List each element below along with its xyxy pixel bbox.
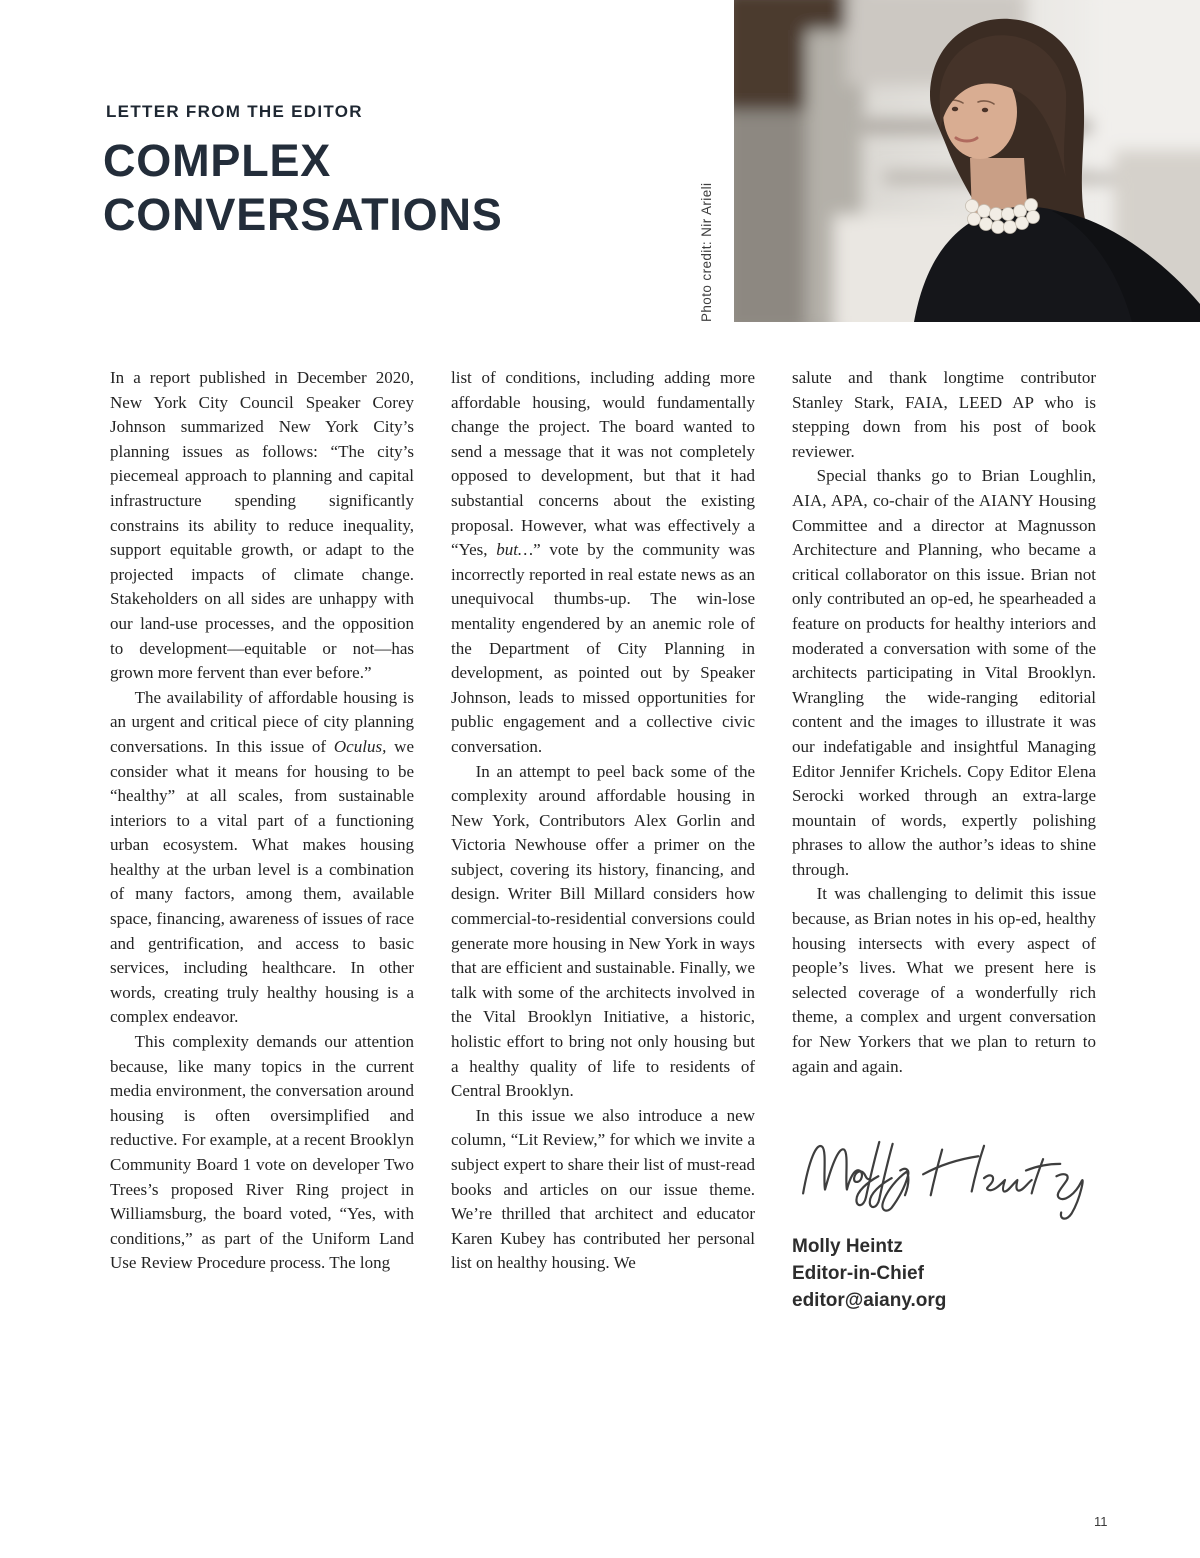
page-title — [103, 134, 503, 242]
paragraph: salute and thank longtime contributor Stanley Stark, FAIA, LEED AP who is stepping down from his post of book reviewer. — [792, 368, 1096, 461]
page-number: 11 — [1094, 1514, 1108, 1529]
editor-email: editor@aiany.org — [792, 1290, 947, 1312]
paragraph: The availability of affordable housing is an urgent and critical piece of city planning conversations. In this issue of Oculus, we consider what it means for housing to be “healthy” at all scales, from sustainable interiors to a vital part of a functioning urban ecosystem. What makes housing healthy at the urban level is a combination of many factors, among them, available space, financing, awareness of issues of race and gentrification, and access to basic services, including healthcare. In other words, creating truly healthy housing is a complex endeavor. — [110, 687, 415, 1027]
paragraph: In an attempt to peel back some of the complexity around affordable housing in New York, Contributors Alex Gorlin and Victoria Newhouse offer a primer on the subject, covering its history, financing, and design. Writer Bill Millard considers how commercial-to-residential conversions could generate more housing in New York in ways that are efficient and sustainable. Finally, we talk with some of the architects involved in the Vital Brooklyn Initiative, a historic, holistic effort to bring not only housing but a healthy quality of life to residents of Central Brooklyn. — [451, 761, 755, 1101]
column-3 — [792, 366, 1096, 1314]
editor-portrait-photo — [734, 0, 1200, 322]
paragraph: This complexity demands our attention because, like many topics in the current media environment, the conversation around housing is often oversimplified and reductive. For example, at a recent Brooklyn Community Board 1 vote on developer Two Trees’s proposed River Ring project in Williamsburg, the board voted, “Yes, with conditions,” as part of the Uniform Land Use Review Procedure process. The long — [110, 1032, 414, 1273]
column-1 — [110, 366, 414, 1314]
section-kicker: LETTER FROM THE EDITOR — [106, 102, 363, 121]
photo-credit: Photo credit: Nir Arieli — [699, 182, 714, 322]
signature-molly-heintz — [794, 1121, 1096, 1221]
paragraph: In this issue we also introduce a new column, “Lit Review,” for which we invite a subject expert to share their list of must-read books and articles on our issue theme. We’re thrilled that architect and educator Karen Kubey has contributed her personal list on healthy housing. We — [451, 1105, 755, 1273]
paragraph: list of conditions, including adding more affordable housing, would fundamentally change the project. The board wanted to send a message that it was not completely opposed to development, but that it had substantial concerns about the existing proposal. However, what was effectively a “Yes, but…” vote by the community was incorrectly reported in real estate news as an unequivocal thumbs-up. The win-lose mentality engendered by an anemic role of the Department of City Planning in development, as pointed out by Speaker Johnson, leads to missed opportunities for public engagement and a collective civic conversation. — [451, 368, 755, 756]
paragraph: In a report published in December 2020, New York City Council Speaker Corey Johnson summarized New York City’s planning issues as follows: “The city’s piecemeal approach to planning and capital infrastructure spending significantly constrains its ability to reduce inequality, support equitable growth, or adapt to the projected impacts of climate change. Stakeholders on all sides are unhappy with our land-use processes, and the opposition to development—equitable or not—has grown more fervent than ever before.” — [110, 368, 414, 683]
column-2 — [451, 366, 755, 1314]
paragraph: It was challenging to delimit this issue because, as Brian notes in his op-ed, healthy housing intersects with every aspect of people’s lives. What we present here is selected coverage of a wonderfully rich theme, a complex and urgent conversation for New Yorkers that we plan to return to again and again. — [792, 884, 1096, 1076]
editor-name: Molly Heintz — [792, 1236, 903, 1258]
page-title-line-1: COMPLEX — [103, 135, 332, 186]
editor-title: Editor-in-Chief — [792, 1263, 924, 1285]
article-body — [110, 366, 1098, 1314]
sign-off — [792, 1121, 1096, 1314]
paragraph: Special thanks go to Brian Loughlin, AIA, APA, co-chair of the AIANY Housing Committee and a director at Magnusson Architecture and Planning, who became a critical collaborator on this issue. Brian not only contributed an op-ed, he spearheaded a feature on products for healthy interiors and moderated a conversation with some of the architects participating in Vital Brooklyn. Wrangling the wide-ranging editorial content and the images to illustrate it was our indefatigable and insightful Managing Editor Jennifer Krichels. Copy Editor Elena Serocki worked through an extra-large mountain of words, expertly polishing phrases to allow the author’s ideas to shine through. — [792, 466, 1096, 879]
portrait-illustration — [734, 0, 1200, 322]
page-title-line-2: CONVERSATIONS — [103, 189, 503, 240]
